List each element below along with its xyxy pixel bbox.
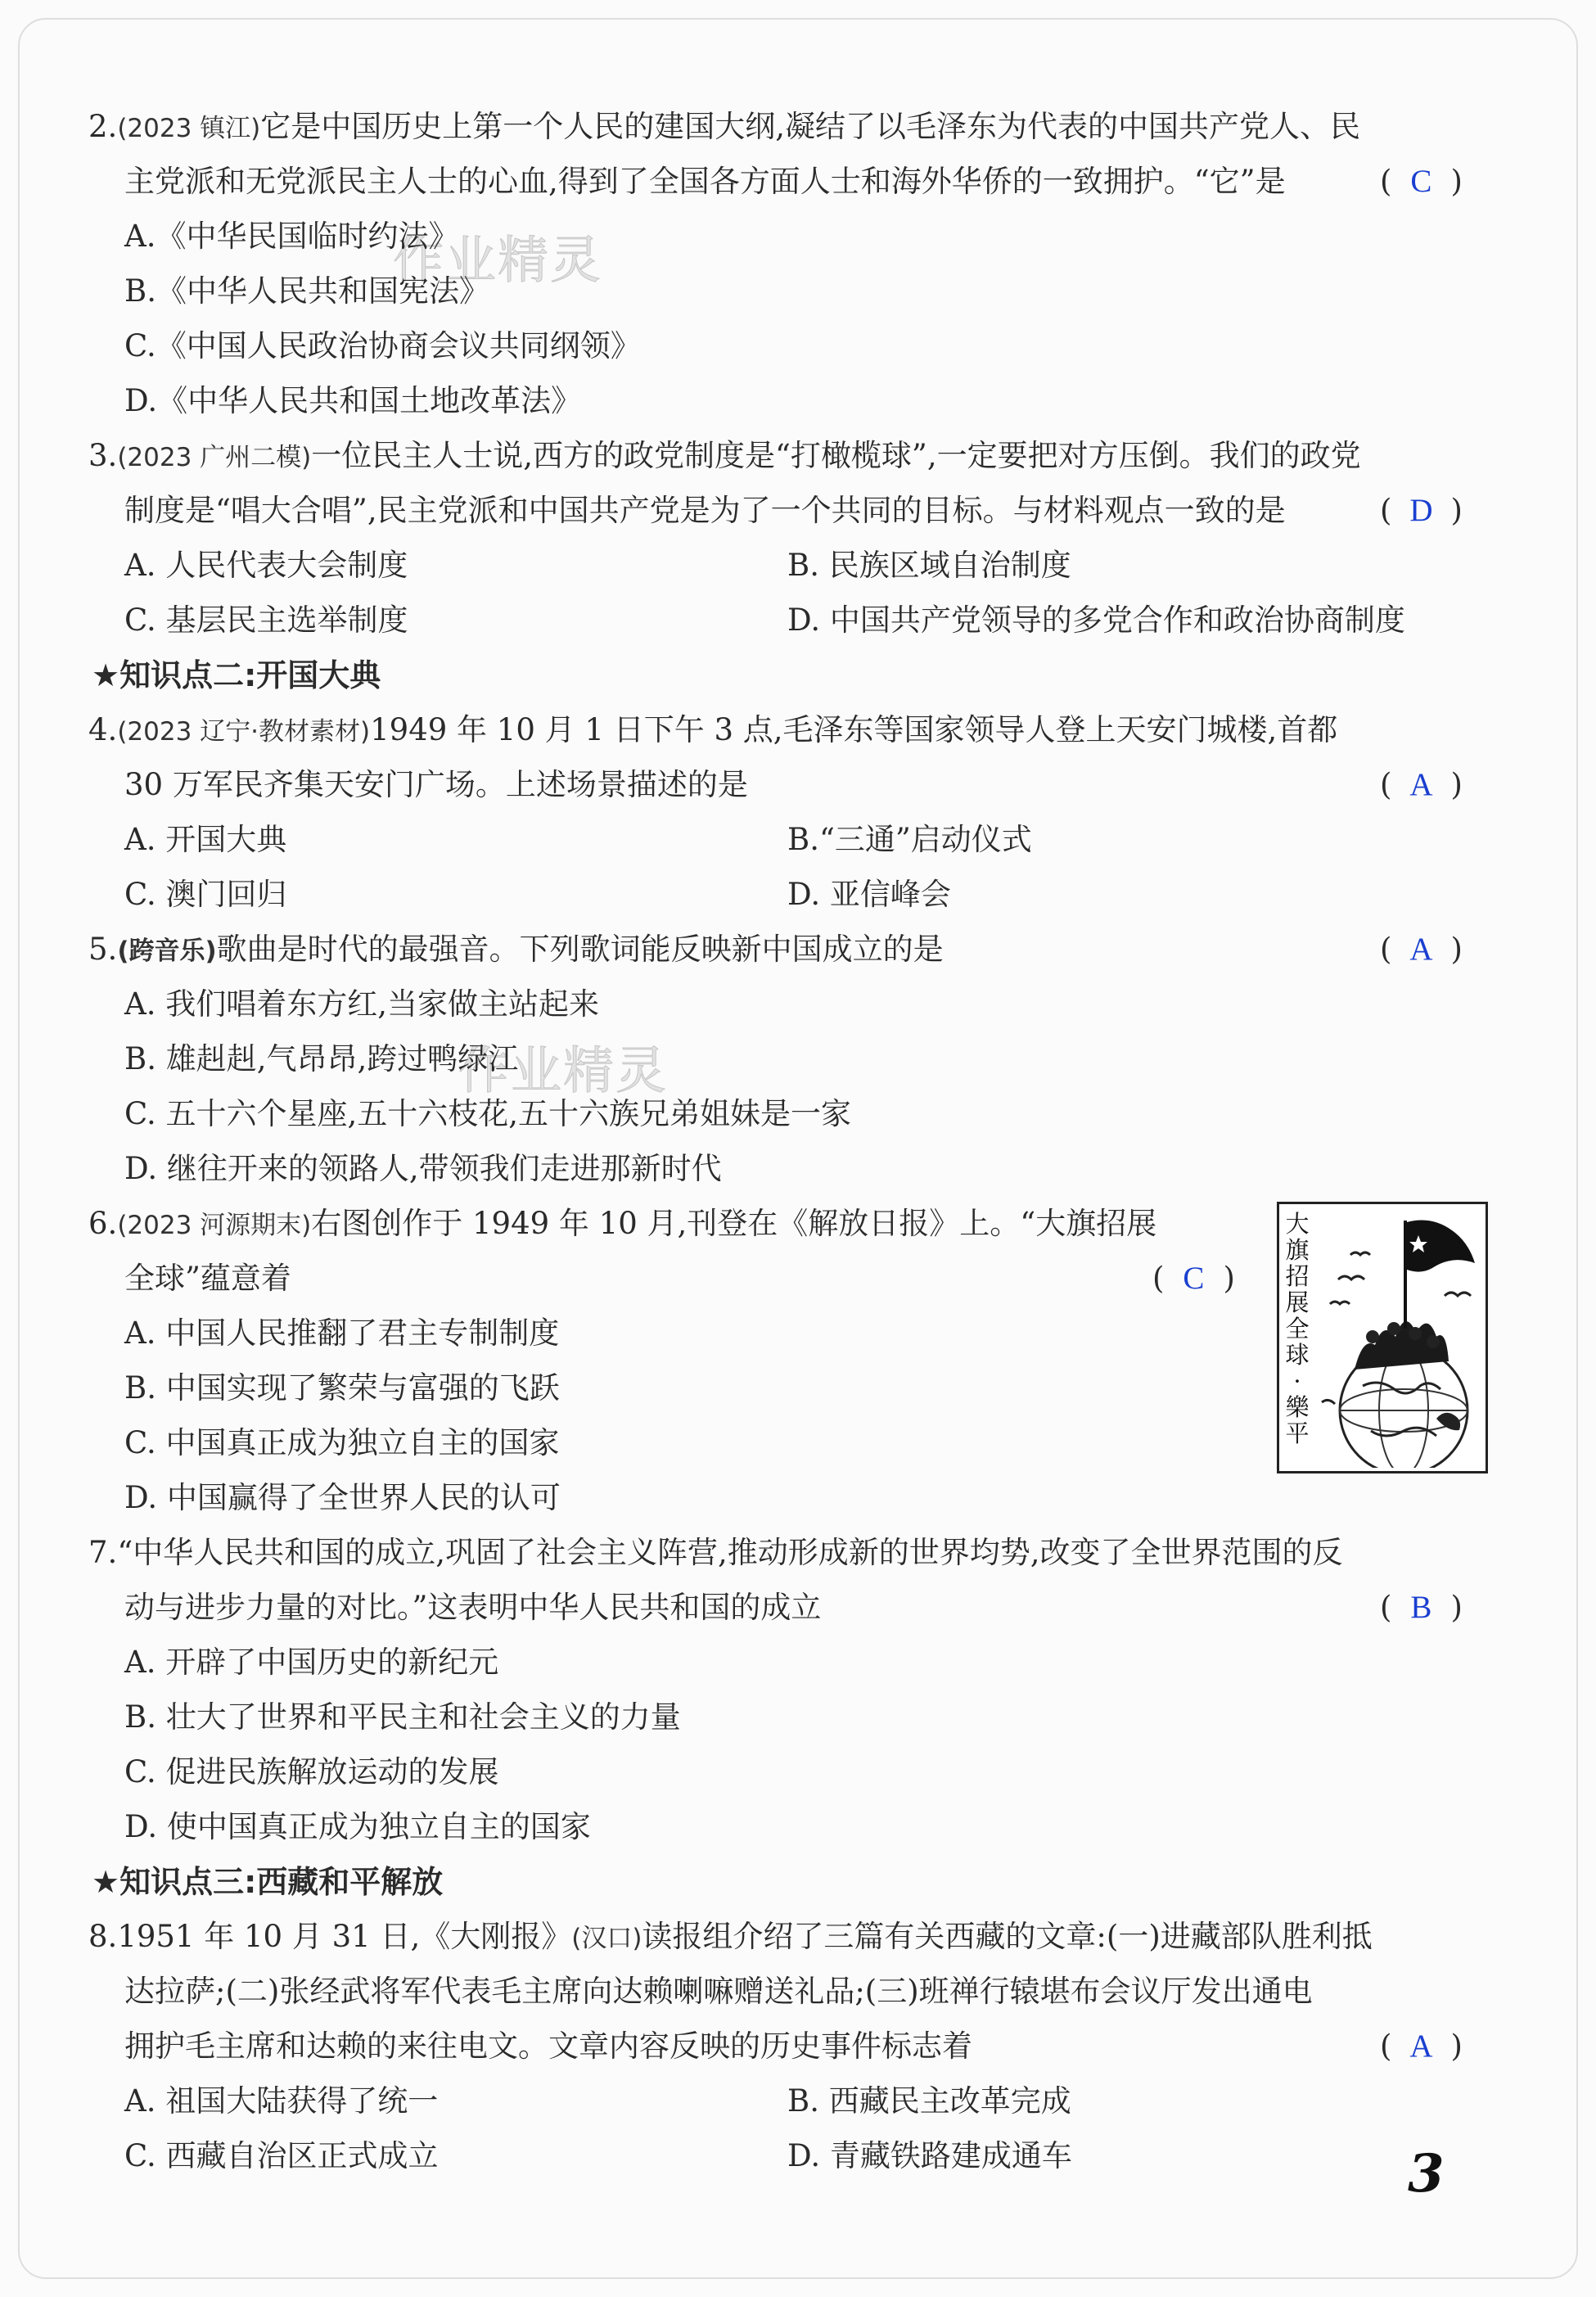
- option-a: A. 祖国大陆获得了统一: [124, 2083, 439, 2119]
- question-source: (2023 辽宁·教材素材): [117, 717, 371, 747]
- figure-caption: 大 旗 招 展 全 球 · 樂 平: [1285, 1210, 1310, 1447]
- option-d: D. 中国赢得了全世界人民的认可: [124, 1480, 561, 1515]
- question-6-line-2: 全球”蕴意着: [124, 1261, 291, 1296]
- option-b: B. 西藏民主改革完成: [787, 2083, 1071, 2119]
- question-2-line-1: [88, 106, 1360, 149]
- question-text: “中华人民共和国的成立,巩固了社会主义阵营,推动形成新的世界均势,改变了全世界范围的反: [117, 1535, 1343, 1570]
- question-source: (2023 镇江): [117, 114, 261, 143]
- option-a: A. 人民代表大会制度: [124, 548, 408, 583]
- answer-bracket: ( C ): [1380, 161, 1463, 202]
- option-b: B.“三通”启动仪式: [787, 822, 1032, 857]
- answer-letter: C: [1410, 164, 1432, 199]
- question-2-line-2: 主党派和无党派民主人士的心血,得到了全国各方面人士和海外华侨的一致拥护。“它”是: [124, 164, 1286, 199]
- question-number: 6.: [88, 1206, 118, 1241]
- question-source: (2023 河源期末): [117, 1211, 312, 1240]
- question-text: 读报组介绍了三篇有关西藏的文章:(一)进藏部队胜利抵: [642, 1919, 1373, 1954]
- watermark: 作业精灵: [393, 230, 603, 290]
- option-a: A. 我们唱着东方红,当家做主站起来: [124, 986, 600, 1022]
- question-8-line-1: [88, 1916, 1373, 1959]
- option-d: D. 青藏铁路建成通车: [787, 2138, 1072, 2173]
- question-7-line-2: 动与进步力量的对比。”这表明中华人民共和国的成立: [124, 1590, 822, 1625]
- question-text: 右图创作于 1949 年 10 月,刊登在《解放日报》上。“大旗招展: [311, 1206, 1157, 1241]
- question-7-line-1: [88, 1532, 1343, 1573]
- question-number: 5.: [88, 932, 118, 967]
- question-number: 7.: [88, 1535, 118, 1570]
- option-b: B. 雄赳赳,气昂昂,跨过鸭绿江: [124, 1041, 519, 1076]
- option-a: A.《中华民国临时约法》: [124, 219, 459, 254]
- answer-bracket: ( A ): [1380, 2026, 1463, 2067]
- answer-bracket: ( B ): [1380, 1587, 1463, 1628]
- question-text: 它是中国历史上第一个人民的建国大纲,凝结了以毛泽东为代表的中国共产党人、民: [260, 109, 1361, 144]
- answer-bracket: ( A ): [1380, 929, 1463, 970]
- question-4-line-1: [88, 710, 1337, 752]
- answer-letter: A: [1409, 2028, 1433, 2064]
- cartoon-figure: [1277, 1202, 1488, 1473]
- answer-bracket: ( A ): [1380, 765, 1463, 806]
- option-d: D. 亚信峰会: [787, 877, 951, 912]
- question-8-line-3: 拥护毛主席和达赖的来往电文。文章内容反映的历史事件标志着: [124, 2028, 972, 2064]
- answer-letter: B: [1410, 1590, 1432, 1625]
- option-b: B. 中国实现了繁荣与富强的飞跃: [124, 1370, 560, 1406]
- question-3-line-2: 制度是“唱大合唱”,民主党派和中国共产党是为了一个共同的目标。与材料观点一致的是: [124, 493, 1286, 528]
- option-b: B. 壮大了世界和平民主和社会主义的力量: [124, 1699, 681, 1735]
- question-text: 歌曲是时代的最强音。下列歌词能反映新中国成立的是: [216, 932, 944, 967]
- question-number: 4.: [88, 712, 118, 747]
- option-a: A. 开辟了中国历史的新纪元: [124, 1645, 499, 1680]
- question-source: (2023 广州二模): [117, 443, 312, 472]
- option-a: A. 中国人民推翻了君主专制制度: [124, 1315, 560, 1351]
- section-heading: ★知识点二:开国大典: [92, 657, 381, 693]
- answer-letter: A: [1409, 767, 1433, 802]
- option-c: C. 西藏自治区正式成立: [124, 2138, 439, 2173]
- question-source: (汉口): [571, 1924, 642, 1953]
- question-3-line-1: [88, 435, 1361, 478]
- option-d: D. 继往开来的领路人,带领我们走进那新时代: [124, 1151, 722, 1186]
- answer-bracket: ( C ): [1152, 1258, 1235, 1299]
- answer-letter: D: [1409, 493, 1433, 528]
- section-heading: ★知识点三:西藏和平解放: [92, 1864, 444, 1900]
- option-d: D.《中华人民共和国土地改革法》: [124, 383, 582, 418]
- question-4-line-2: 30 万军民齐集天安门广场。上述场景描述的是: [124, 767, 748, 802]
- option-c: C.《中国人民政治协商会议共同纲领》: [124, 328, 641, 363]
- question-text: 1949 年 10 月 1 日下午 3 点,毛泽东等国家领导人登上天安门城楼,首都: [370, 712, 1338, 747]
- option-c: C. 促进民族解放运动的发展: [124, 1754, 499, 1789]
- answer-letter: A: [1409, 932, 1433, 967]
- answer-letter: C: [1183, 1261, 1205, 1296]
- option-c: C. 中国真正成为独立自主的国家: [124, 1425, 560, 1460]
- question-8-line-2: 达拉萨;(二)张经武将军代表毛主席向达赖喇嘛赠送礼品;(三)班禅行辕堪布会议厅发出通电: [124, 1974, 1313, 2009]
- option-c: C. 五十六个星座,五十六枝花,五十六族兄弟姐妹是一家: [124, 1096, 852, 1131]
- option-b: B. 民族区域自治制度: [787, 548, 1071, 583]
- option-d: D. 中国共产党领导的多党合作和政治协商制度: [787, 602, 1405, 638]
- page-number: 3: [1408, 2143, 1445, 2204]
- option-c: C. 澳门回归: [124, 877, 287, 912]
- question-6-line-1: [88, 1203, 1156, 1246]
- answer-bracket: ( D ): [1380, 490, 1463, 531]
- question-source: (跨音乐): [117, 936, 217, 966]
- option-c: C. 基层民主选举制度: [124, 602, 408, 638]
- question-text: 1951 年 10 月 31 日,《大刚报》: [117, 1919, 572, 1954]
- option-a: A. 开国大典: [124, 822, 287, 857]
- option-d: D. 使中国真正成为独立自主的国家: [124, 1809, 591, 1844]
- question-text: 一位民主人士说,西方的政党制度是“打橄榄球”,一定要把对方压倒。我们的政党: [311, 438, 1361, 473]
- question-number: 2.: [88, 109, 118, 144]
- question-5-line-1: [88, 929, 944, 972]
- question-number: 8.: [88, 1919, 118, 1954]
- option-b: B.《中华人民共和国宪法》: [124, 273, 489, 309]
- question-number: 3.: [88, 438, 118, 473]
- watermark: 作业精灵: [458, 1040, 669, 1100]
- flag-globe-illustration: [1314, 1206, 1486, 1468]
